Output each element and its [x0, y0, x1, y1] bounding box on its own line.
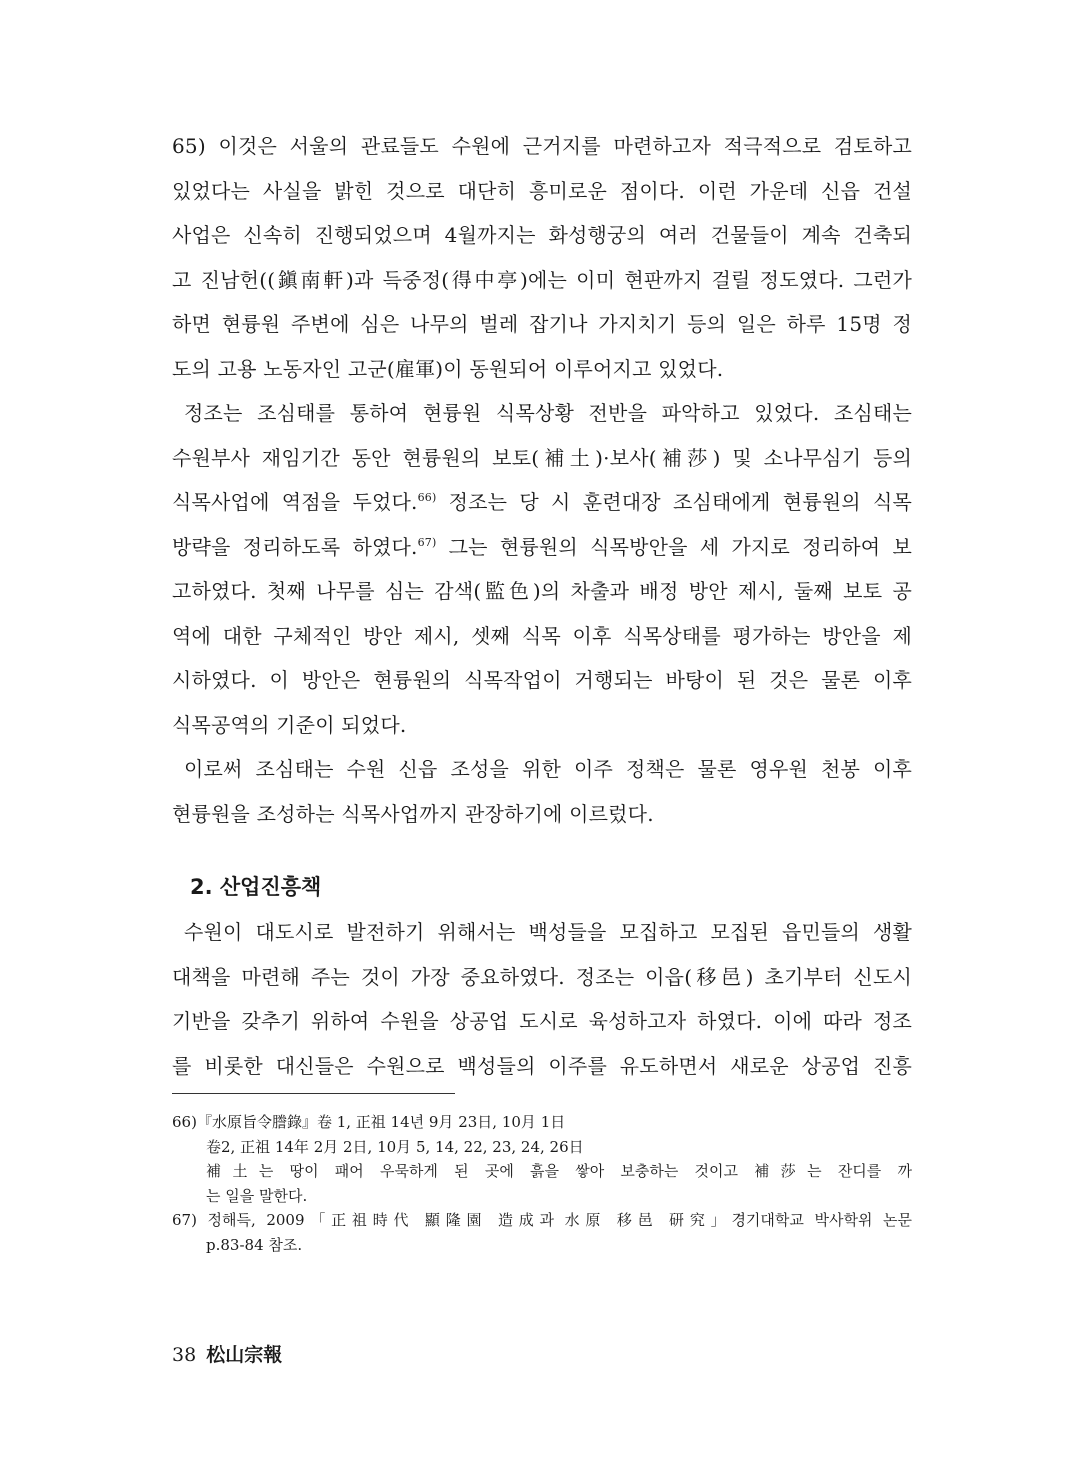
- body-text: [172, 124, 912, 1088]
- page-number: 38: [172, 1344, 197, 1366]
- text-segment: 그는 현륭원의 식목방안을 세 가지로 정리하여 보: [436, 534, 912, 559]
- body-line: 있었다는 사실을 밝힌 것으로 대단히 흥미로운 점이다. 이런 가운데 신읍 건설: [172, 178, 912, 203]
- body-line: 역에 대한 구체적인 방안 제시, 셋째 식목 이후 식목상태를 평가하는 방안을 제: [172, 623, 912, 648]
- text-segment: 방략을 정리하도록 하였다.: [172, 534, 418, 559]
- footnote-divider: [172, 1093, 455, 1094]
- body-line: 를 비롯한 대신들은 수원으로 백성들의 이주를 유도하면서 새로운 상공업 진흥: [172, 1053, 912, 1078]
- body-line: 고하였다. 첫째 나무를 심는 감색(監色)의 차출과 배정 방안 제시, 둘째 보토 공: [172, 579, 912, 603]
- footnote-line: 는 일을 말한다.: [206, 1186, 308, 1205]
- body-line: [172, 480, 912, 525]
- page-footer: [172, 1340, 282, 1367]
- body-line: 수원부사 재임기간 동안 현륭원의 보토(補土)·보사(補莎) 및 소나무심기 등의: [172, 445, 912, 470]
- body-line: 대책을 마련해 주는 것이 가장 중요하였다. 정조는 이읍(移邑) 초기부터 신도시: [172, 964, 912, 989]
- body-line: 사업은 신속히 진행되었으며 4월까지는 화성행궁의 여러 건물들이 계속 건축되: [172, 223, 912, 247]
- footnote-ref-67[interactable]: 67): [417, 535, 437, 549]
- journal-title: 松山宗報: [206, 1344, 283, 1366]
- footnote-line: p.83-84 참조.: [206, 1235, 303, 1254]
- body-line: 현륭원을 조성하는 식목사업까지 관장하기에 이르렀다.: [172, 801, 654, 826]
- footnote-line: 66)『水原旨令謄錄』卷 1, 正祖 14년 9月 23日, 10月 1日: [172, 1113, 566, 1131]
- footnotes: [172, 1110, 912, 1257]
- text-segment: 정조는 당 시 훈련대장 조심태에게 현륭원의 식목: [436, 490, 912, 514]
- body-line: 기반을 갖추기 위하여 수원을 상공업 도시로 육성하고자 하였다. 이에 따라 정조: [172, 1009, 912, 1033]
- body-line: 수원이 대도시로 발전하기 위해서는 백성들을 모집하고 모집된 읍민들의 생활: [184, 920, 912, 944]
- footnote-line: 補土는 땅이 패어 우묵하게 된 곳에 흙을 쌓아 보충하는 것이고 補莎는 잔디를 까: [206, 1162, 912, 1180]
- body-line: 하면 현륭원 주변에 심은 나무의 벌레 잡기나 가지치기 등의 일은 하루 15명 정: [172, 312, 912, 336]
- footnote-ref-66[interactable]: 66): [417, 491, 437, 504]
- body-line: [172, 525, 912, 570]
- body-line: 도의 고용 노동자인 고군(雇軍)이 동원되어 이루어지고 있었다.: [172, 356, 724, 381]
- footnote-line: 卷2, 正祖 14年 2月 2日, 10月 5, 14, 22, 23, 24, 26日: [206, 1137, 584, 1156]
- footnote-line: 67) 정해득, 2009「正祖時代 顯隆園 造成과 水原 移邑 研究」경기대학교 박사학위 논문: [172, 1211, 912, 1229]
- text-segment: 식목사업에 역점을 두었다.: [172, 490, 418, 514]
- section-spacer: [172, 836, 912, 864]
- body-line: 식목공역의 기준이 되었다.: [172, 712, 407, 737]
- body-line: 65) 이것은 서울의 관료들도 수원에 근거지를 마련하고자 적극적으로 검토하고: [172, 134, 912, 158]
- section-heading: 2. 산업진흥책: [190, 875, 322, 899]
- body-line: 고 진남헌((鎭南軒)과 득중정(得中亭)에는 이미 현판까지 걸릴 정도였다. 그런가: [172, 267, 912, 292]
- body-line: 이로써 조심태는 수원 신읍 조성을 위한 이주 정책은 물론 영우원 천봉 이후: [184, 757, 912, 781]
- body-line: 정조는 조심태를 통하여 현륭원 식목상황 전반을 파악하고 있었다. 조심태는: [184, 401, 912, 425]
- body-line: 시하였다. 이 방안은 현륭원의 식목작업이 거행되는 바탕이 된 것은 물론 이후: [172, 668, 912, 692]
